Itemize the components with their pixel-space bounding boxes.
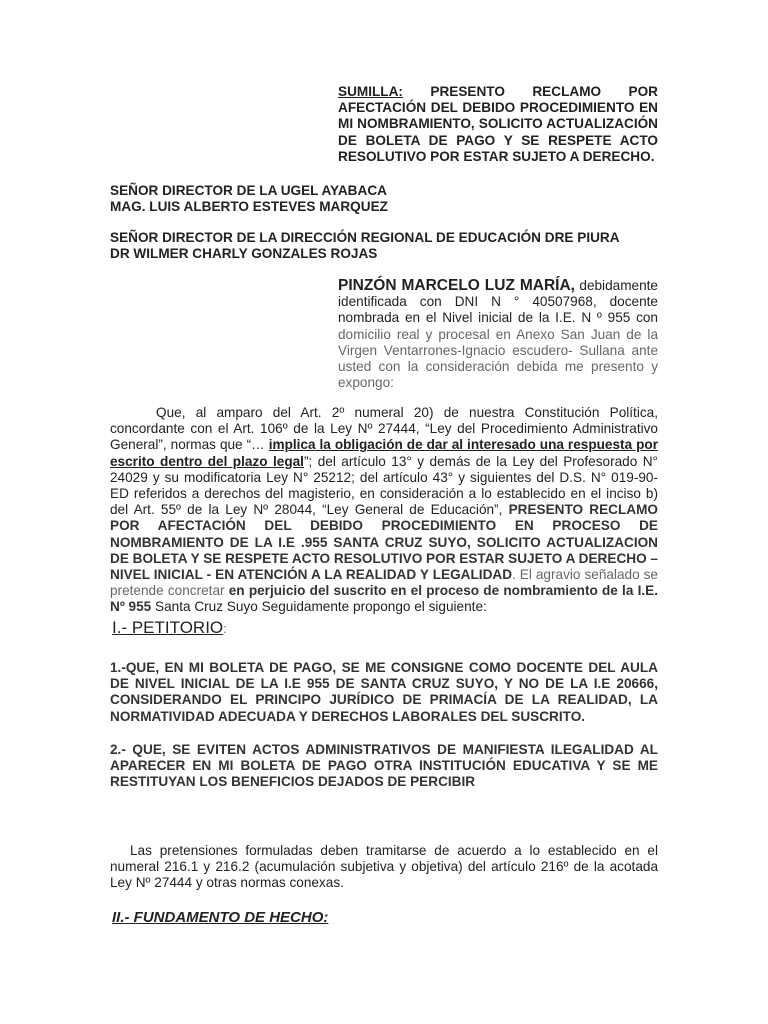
intro-text-address: domicilio real y procesal en Anexo San Juan de la Virgen Ventarrones-Ignacio escudero- Sullana ante usted con la consideración debida me presento y expongo: bbox=[338, 326, 658, 391]
petitorio-item-1: 1.-QUE, EN MI BOLETA DE PAGO, SE ME CONSIGNE COMO DOCENTE DEL AULA DE NIVEL INICIAL DE LA I.E 955 DE SANTA CRUZ SUYO, Y NO DE LA I.E 20666, CONSIDERANDO EL PRINCIPO JURÍDICO DE PRIMACÍA DE LA REALIDAD, LA NORMATIVIDAD ADECUADA Y DERECHOS LABORALES DEL SUSCRITO. bbox=[110, 660, 658, 724]
text: . El agravio señalado se pretende concretar bbox=[110, 567, 658, 599]
addressee-line: SEÑOR DIRECTOR DE LA DIRECCIÓN REGIONAL DE EDUCACIÓN DRE PIURA bbox=[110, 230, 620, 245]
fundamento-heading: II.- FUNDAMENTO DE HECHO: bbox=[112, 909, 329, 926]
petitorio-item-2: 2.- QUE, SE EVITEN ACTOS ADMINISTRATIVOS DE MANIFIESTA ILEGALIDAD AL APARECER EN MI BOLETA DE PAGO OTRA INSTITUCIÓN EDUCATIVA Y SE ME RESTITUYAN LOS BENEFICIOS DEJADOS DE PERCIBIR bbox=[110, 742, 658, 790]
main-paragraph bbox=[110, 405, 658, 616]
heading-colon: : bbox=[223, 621, 227, 636]
sumilla-label: SUMILLA: bbox=[338, 84, 403, 99]
intro-text: debidamente identificada con DNI N ° 40507968, docente nombrada en el Nivel inicial de la I.E. N º 955 con bbox=[338, 278, 658, 326]
addressee-ugel bbox=[110, 183, 388, 215]
intro-paragraph bbox=[338, 278, 658, 391]
heading-text: I.- PETITORIO bbox=[112, 618, 224, 637]
addressee-line: DR WILMER CHARLY GONZALES ROJAS bbox=[110, 246, 378, 262]
text-emphasis: en perjuicio del suscrito en el proceso de nombramiento de la I.E. Nº 955 bbox=[110, 583, 658, 615]
text-claim: PRESENTO RECLAMO POR AFECTACIÓN DEL DEBIDO PROCEDIMIENTO EN PROCESO DE NOMBRAMIENTO DE LA I.E .955 SANTA CRUZ SUYO, SOLICITO ACTUALIZACION DE BOLETA Y SE RESPETE ACTO RESOLUTIVO POR ESTAR SUJETO A DERECHO – NIVEL INICIAL - EN ATENCIÓN A LA REALIDAD Y LEGALIDAD bbox=[110, 502, 659, 583]
addressee-line: SEÑOR DIRECTOR DE LA UGEL AYABACA bbox=[110, 183, 387, 198]
pretensiones-paragraph: Las pretensiones formuladas deben tramitarse de acuerdo a lo establecido en el numeral 216.1 y 216.2 (acumulación subjetiva y objetiva) del artículo 216º de la acotada Ley Nº 27444 y otras normas conexas. bbox=[110, 843, 658, 891]
text: Santa Cruz Suyo Seguidamente propongo el siguiente: bbox=[151, 599, 487, 615]
sumilla bbox=[338, 84, 658, 165]
sumilla-text: PRESENTO RECLAMO POR AFECTACIÓN DEL DEBIDO PROCEDIMIENTO EN MI NOMBRAMIENTO, SOLICITO ACTUALIZACIÓN DE BOLETA DE PAGO Y SE RESPETE ACTO RESOLUTIVO POR ESTAR SUJETO A DERECHO. bbox=[338, 84, 658, 164]
petitorio-heading bbox=[112, 620, 227, 637]
addressee-line: MAG. LUIS ALBERTO ESTEVES MARQUEZ bbox=[110, 199, 388, 215]
text: ”; del artículo 13° y demás de la Ley del Profesorado N° 24029 y su modificatoria Ley N° 25212; del artículo 43° y siguientes del D.S. N° 019-90-ED referidos a derechos del magisterio, en consideración a lo establecido en el inciso b) del Art. 55º de la Ley Nº 28044, “Ley General de Educación”, bbox=[110, 453, 658, 518]
text: Que, al amparo del Art. 2º numeral 20) de nuestra Constitución Política, concordante con el Art. 106º de la Ley Nº 27444, “Ley del Procedimiento Administrativo General”, normas que “… bbox=[110, 405, 658, 453]
addressee-dre bbox=[110, 230, 620, 262]
applicant-name: PINZÓN MARCELO LUZ MARÍA, bbox=[338, 277, 575, 294]
text-emphasis: implica la obligación de dar al interesado una respuesta por escrito dentro del plazo legal bbox=[110, 437, 659, 469]
